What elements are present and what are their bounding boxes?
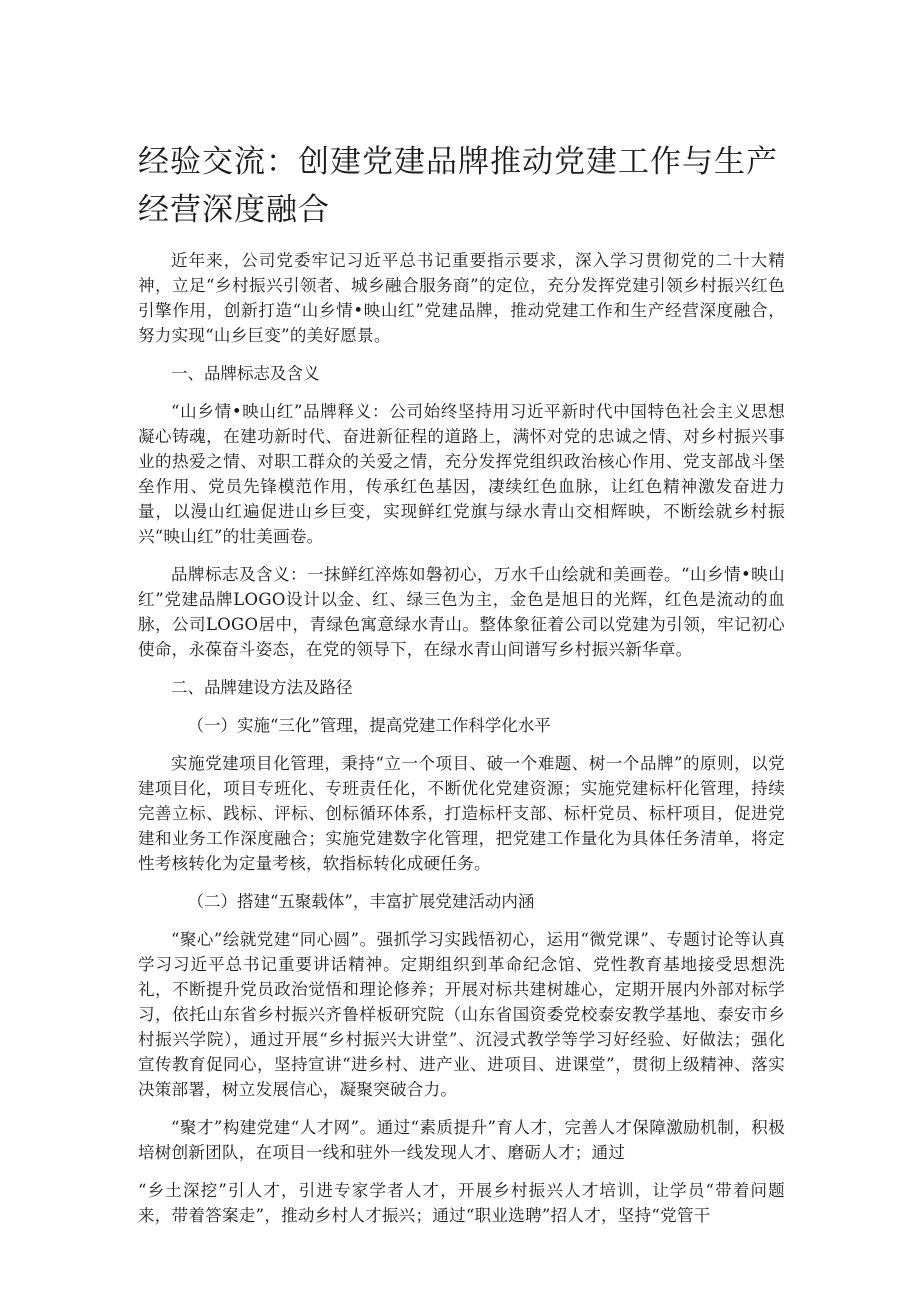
intro-paragraph: 近年来，公司党委牢记习近平总书记重要指示要求，深入学习贯彻党的二十大精神，立足“乡村振兴引领者、城乡融合服务商”的定位，充分发挥党建引领乡村振兴红色引擎作用，创新打造“山乡情•映山红”党建品牌，推动党建工作和生产经营深度融合，努力实现“山乡巨变”的美好愿景。 — [138, 251, 785, 345]
document-title: 经验交流：创建党建品牌推动党建工作与生产经营深度融合 — [138, 144, 778, 228]
subsection-heading-2: （二）搭建“五聚载体”，丰富扩展党建活动内涵 — [187, 892, 535, 911]
gather-talent-paragraph: “聚才”构建党建“人才网”。通过“素质提升”育人才，完善人才保障激励机制，积极培树创新团队，在项目一线和驻外一线发现人才、磨砺人才；通过 — [138, 1118, 785, 1162]
brand-logo-paragraph: 品牌标志及含义：一抹鲜红淬炼如磐初心，万水千山绘就和美画卷。“山乡情•映山红”党建品牌LOGO设计以金、红、绿三色为主，金色是旭日的光辉，红色是流动的血脉，公司LOGO居中，青绿色寓意绿水青山。整体象征着公司以党建为引领，牢记初心使命，永葆奋斗姿态，在党的领导下，在绿水青山间谱写乡村振兴新华章。 — [138, 565, 785, 659]
brand-meaning-paragraph: “山乡情•映山红”品牌释义：公司始终坚持用习近平新时代中国特色社会主义思想凝心铸魂，在建功新时代、奋进新征程的道路上，满怀对党的忠诚之情、对乡村振兴事业的热爱之情、对职工群众的关爱之情，充分发挥党组织政治核心作用、党支部战斗堡垒作用、党员先锋模范作用，传承红色基因，凄续红色血脉，让红色精神激发奋进力量，以漫山红遍促进山乡巨变，实现鲜红党旗与绿水青山交相辉映，不断绘就乡村振兴“映山红”的壮美画卷。 — [138, 402, 785, 546]
section-heading-2: 二、品牌建设方法及路径 — [171, 678, 353, 697]
subsection-heading-1: （一）实施“三化”管理，提高党建工作科学化水平 — [187, 716, 551, 735]
talent-continuation-paragraph: “乡土深挖”引人才，引进专家学者人才，开展乡村振兴人才培训，让学员“带着问题来，带着答案走”，推动乡村人才振兴；通过“职业选聘”招人才，坚持“党管干 — [138, 1181, 785, 1225]
document-body — [138, 248, 785, 1228]
section-heading-1: 一、品牌标志及含义 — [171, 364, 320, 383]
unite-heart-paragraph: “聚心”绘就党建“同心圆”。强抓学习实践悟初心，运用“微党课”、专题讨论等认真学习习近平总书记重要讲话精神。定期组织到革命纪念馆、党性教育基地接受思想洗礼，不断提升党员政治觉悟和理论修养；开展对标共建树雄心，定期开展内外部对标学习，依托山东省乡村振兴齐鲁样板研究院（山东省国资委党校泰安教学基地、泰安市乡村振兴学院），通过开展“乡村振兴大讲堂”、沉浸式教学等学习好经验、好做法；强化宣传教育促同心，坚持宣讲“进乡村、进产业、进项目、进课堂”，贯彻上级精神、落实决策部署，树立发展信心，凝聚突破合力。 — [138, 930, 785, 1099]
three-management-paragraph: 实施党建项目化管理，秉持“立一个项目、破一个难题、树一个品牌”的原则，以党建项目化，项目专班化、专班责任化，不断优化党建资源；实施党建标杆化管理，持续完善立标、践标、评标、创标循环体系，打造标杆支部、标杆党员、标杆项目，促进党建和业务工作深度融合；实施党建数字化管理，把党建工作量化为具体任务清单，将定性考核转化为定量考核，软指标转化成硬任务。 — [138, 754, 785, 873]
